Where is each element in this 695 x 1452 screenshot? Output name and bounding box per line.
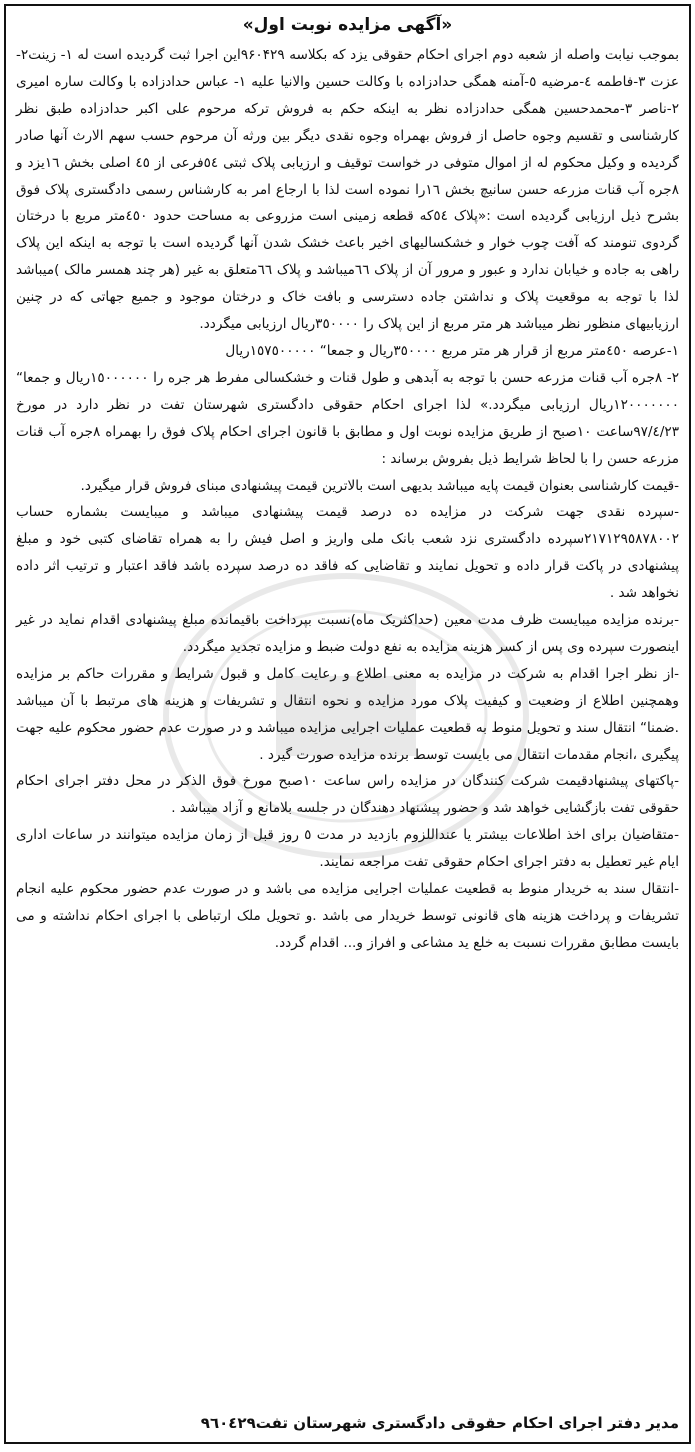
condition-acceptance: -از نظر اجرا اقدام به شرکت در مزایده به معنی اطلاع و رعایت کامل و قبول شرایط و مقررات حاکم بر مزایده وهمچنین اطلاع از وضعیت و کیفیت پلاک مورد مزایده و نحوه انتقال و تشریفات و هزینه های مرتبط با آن میباشد .ضمنا“ انتقال سند و تحویل منوط به قطعیت عملیات اجرایی مزایده میباشد و در صورت عدم حضور محکوم علیه جهت پیگیری ،انجام مقدمات انتقال می بایست توسط برنده مزایده صورت گیرد . — [16, 665, 679, 763]
condition-envelope-opening: -پاکتهای پیشنهادقیمت شرکت کنندگان در مزایده راس ساعت ۱۰صبح مورخ فوق الذکر در محل دفتر اجرای احکام حقوقی تفت بازگشایی خواهد شد و حضور پیشنهاد دهندگان در جلسه بلامانع و آزاد میباشد . — [16, 773, 679, 817]
notice-page — [4, 4, 691, 1444]
valuation-land: ۱-عرصه ٤٥۰متر مربع از قرار هر متر مربع ۳٥۰۰۰۰ریال و جمعا“ ۱٥۷٥۰۰۰۰۰ریال — [225, 342, 679, 359]
condition-base-price: -قیمت کارشناسی بعنوان قیمت پایه میباشد بدیهی است بالاترین قیمت پیشنهادی مبنای فروش قرار میگیرد. — [80, 477, 679, 494]
valuation-water-share: ۲- ۸جره آب قنات مزرعه حسن با توجه به آبدهی و طول قنات و خشکسالی مفرط هر جره را ۱٥۰۰۰۰۰۰ریال و جمعا“ ۱۲۰۰۰۰۰۰۰ریال ارزیابی میگردد.» لذا اجرای احکام حقوقی دادگستری شهرستان تفت در نظر دارد در مورخ ۹۷/٤/۲۳ساعت ۱۰صبح از طریق مزایده نوبت اول و مطابق با قانون اجرای احکام پلاک فوق را بهمراه ۸جره آب قنات مزرعه حسن را با لحاظ شرایط ذیل بفروش برساند : — [16, 369, 680, 467]
notice-body — [16, 42, 679, 957]
condition-inspection: -متقاضیان برای اخذ اطلاعات بیشتر یا عنداللزوم بازدید در مدت ٥ روز قبل از زمان مزایده میتوانند در ساعات اداری ایام غیر تعطیل به دفتر اجرای احکام حقوقی تفت مراجعه نمایند. — [16, 827, 679, 871]
condition-winner-payment: -برنده مزایده میبایست ظرف مدت معین (حداکثریک ماه)نسبت بپرداخت باقیمانده مبلغ پیشنهادی اقدام نماید در غیر اینصورت سپرده وی پس از کسر هزینه مزایده به نفع دولت ضبط و مزایده تجدید میگردد. — [16, 612, 679, 655]
notice-intro: بموجب نیابت واصله از شعبه دوم اجرای احکام حقوقی یزد که بکلاسه ۹۶۰۴۲۹این اجرا ثبت گردیده است له ۱- زینت۲-عزت ۳-فاطمه ٤-مرضیه ٥-آمنه همگی حدادزاده با وکالت حسین والانیا علیه ۱- عباس حدادزاده با وکالت ساره امیری ۲-ناصر ۳-محمدحسین همگی حدادزاده نظر به اینکه حکم به فروش ترکه مرحوم علی اکبر حدادزاده طبق نظر کارشناسی و تقسیم وجوه حاصل از فروش بهمراه وجوه نقدی دیگر بین ورثه آن مرحوم حسب سهم الارث آنها صادر گردیده و وکیل محکوم له از اموال متوفی در خواست توقیف و ارزیابی پلاک ثبتی ٥٤فرعی از ٤٥ اصلی بخش ۱٦یزد و ۸جره آب قنات مزرعه حسن سانیچ بخش ۱٦را نموده است لذا با ارجاع امر به کارشناس رسمی دادگستری پلاک فوق بشرح ذیل ارزیابی گردیده است :«پلاک ٥٤که قطعه زمینی است مزروعی به مساحت حدود ٤٥۰متر مربع با درختان گردوی تنومند که آفت چوب خوار و خشکسالیهای اخیر باعث خشک شدن آنها گردیده است با توجه به اینکه این پلاک راهی به جاده و خیابان ندارد و عبور و مرور آن از پلاک ٦٦میباشد و پلاک ٦٦متعلق به غیر (هر چند همسر مالک )میباشد لذا با توجه به موقعیت پلاک و نداشتن جاده دسترسی و بافت خاک و درختان موجود و جمیع جهاتی که در چنین ارزیابیهای منظور نظر میباشد هر متر مربع از این پلاک را ۳٥۰۰۰۰ریال ارزیابی میگردد. — [16, 47, 680, 333]
condition-transfer: -انتقال سند به خریدار منوط به قطعیت عملیات اجرایی مزایده می باشد و در صورت عدم حضور محکوم علیه انجام تشریفات و پرداخت هزینه های قانونی توسط خریدار می باشد .و تحویل ملک ارتباطی با اجرای احکام نداشته و می بایست مطابق مقررات نسبت به خلع ید مشاعی و افراز و... اقدام گردد. — [16, 881, 679, 951]
signature-line: مدیر دفتر اجرای احکام حقوقی دادگستری شهرستان تفت۹٦۰٤۲۹ — [200, 1414, 679, 1432]
condition-deposit: -سپرده نقدی جهت شرکت در مزایده ده درصد قیمت پیشنهادی میباشد و میبایست بشماره حساب ۲۱۷۱۲۹٥۸۷۸۰۰۲سپرده دادگستری نزد شعب بانک ملی واریز و اصل فیش را به همراه تقاضای کتبی خود و مبلغ پیشنهادی در پاکت قرار داده و تحویل نمایند و تقاضایی که فاقد ده درصد سپرده باشد فاقد اعتبار و ترتیب اثر داده نخواهد شد . — [16, 504, 679, 602]
notice-title: «آگهی مزایده نوبت اول» — [242, 15, 453, 35]
